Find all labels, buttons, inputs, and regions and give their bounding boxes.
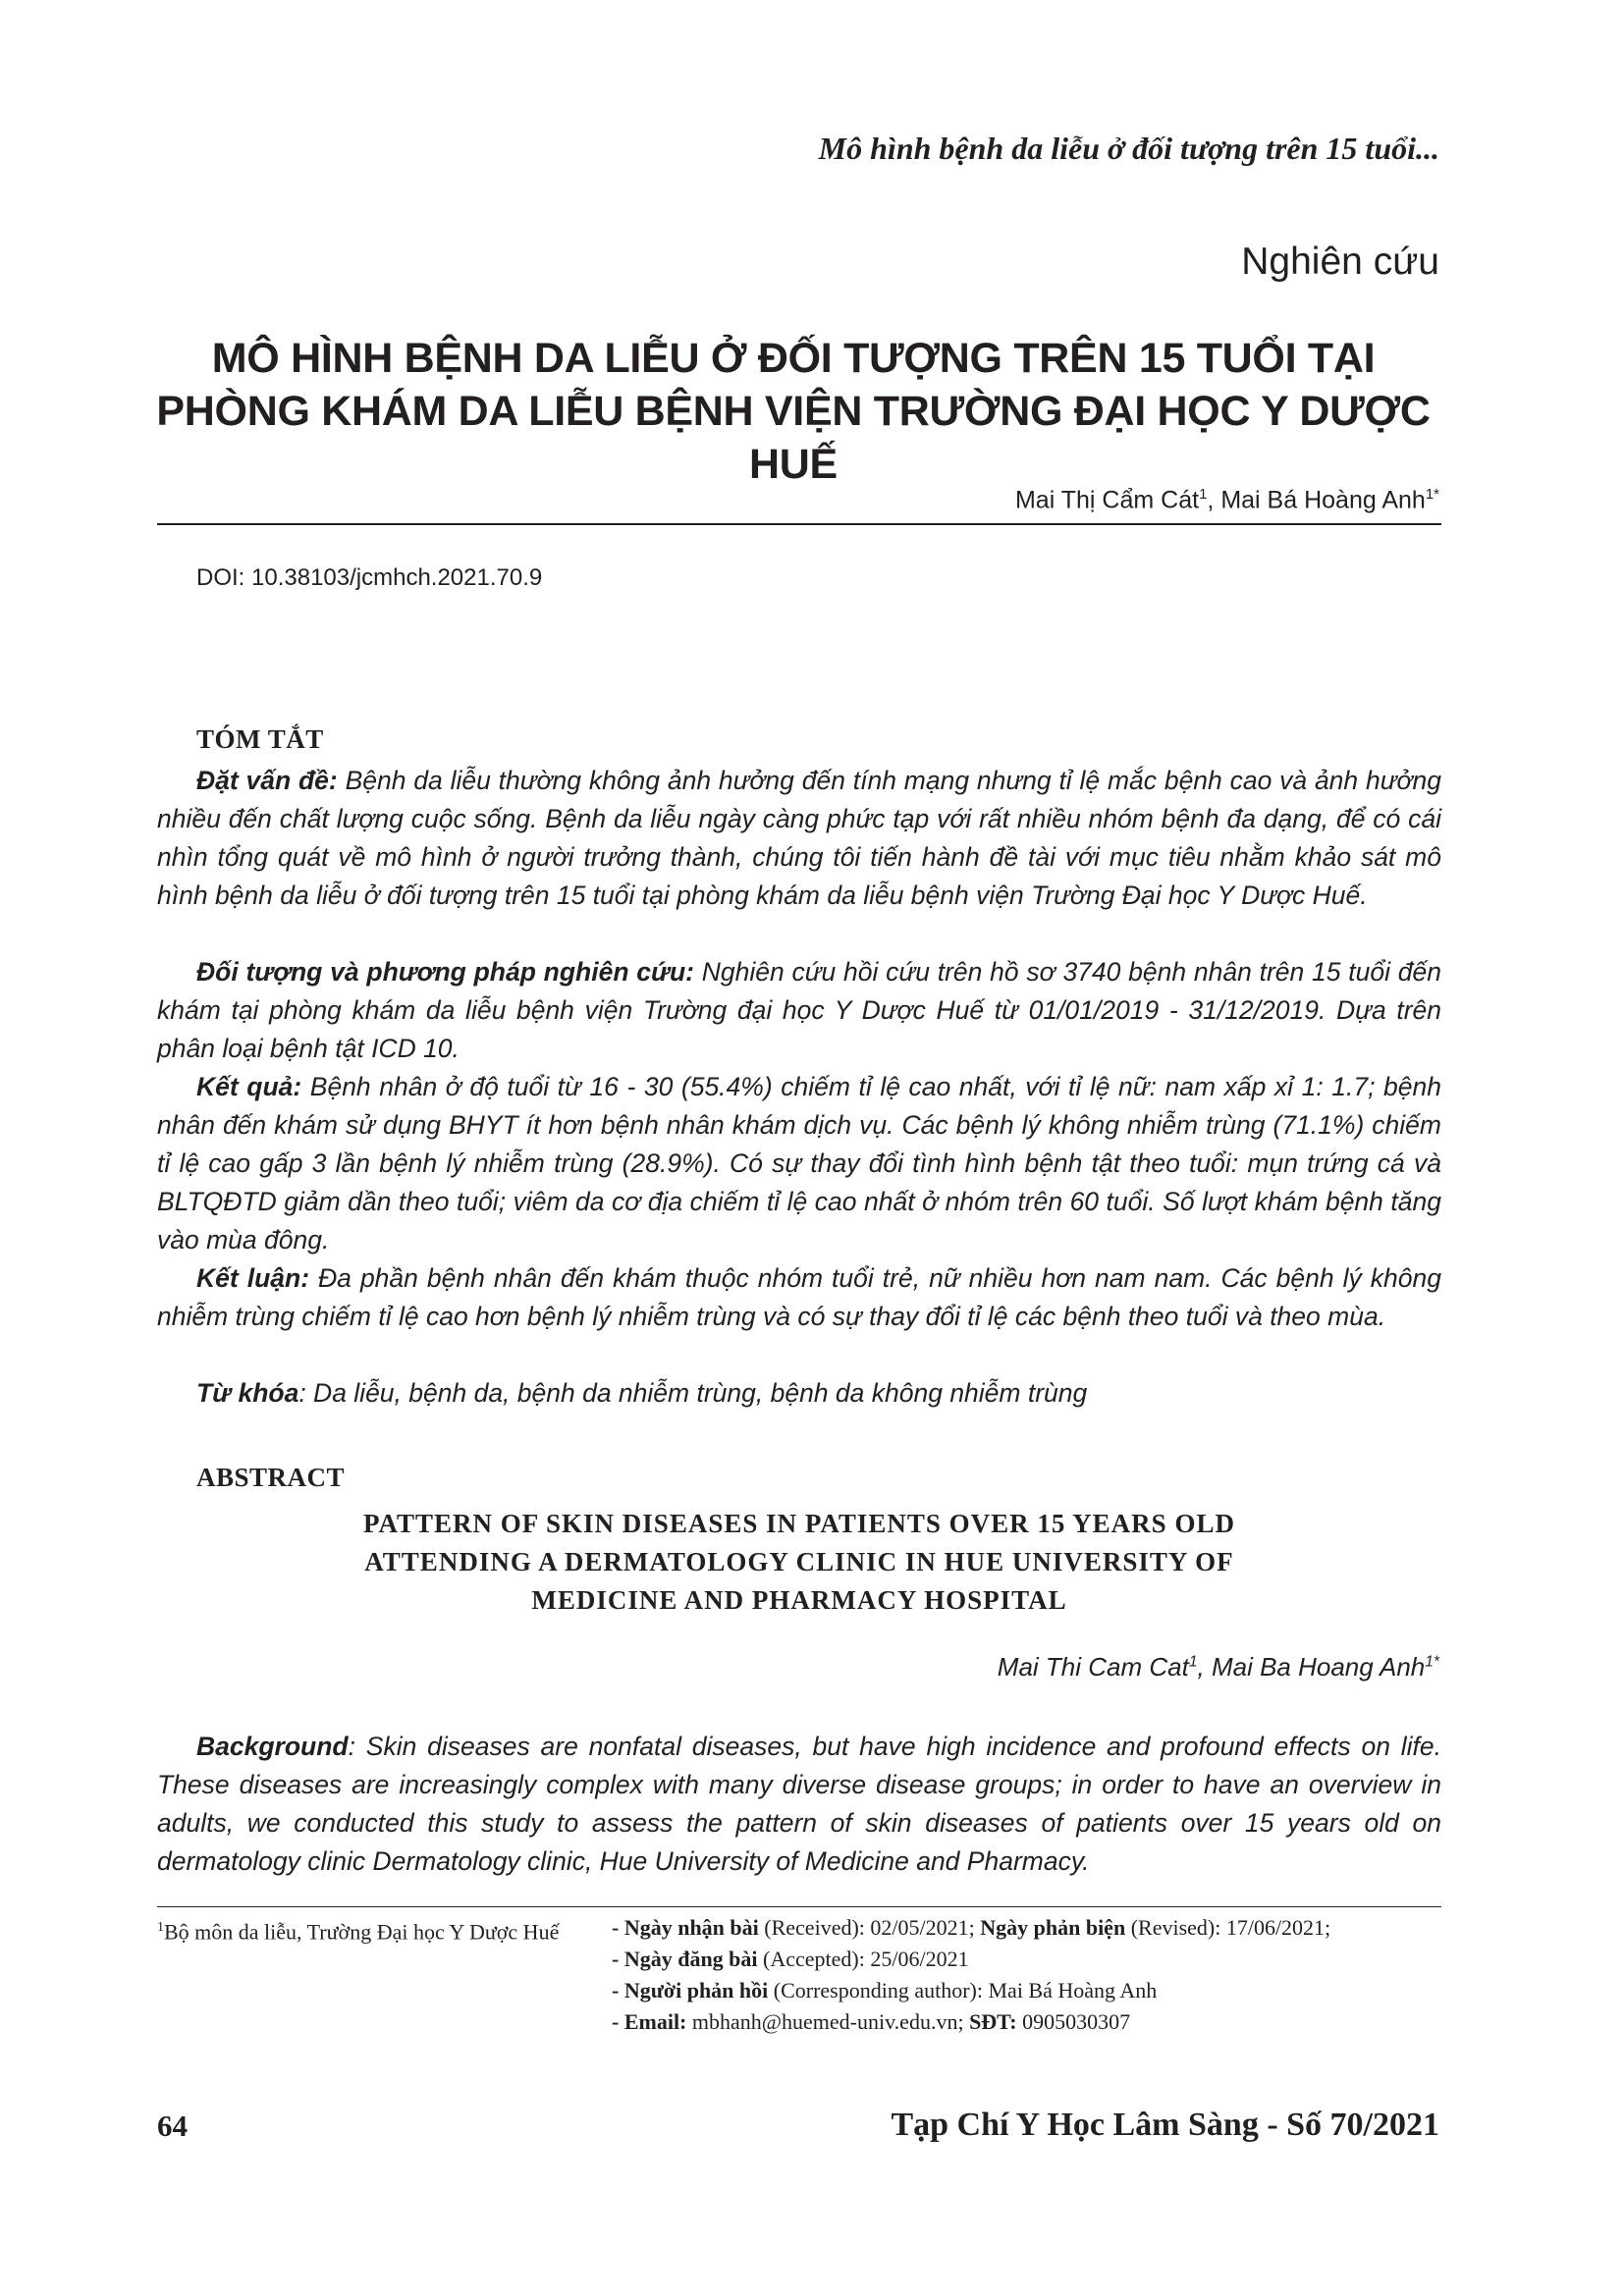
corresponding-label: - Người phản hồi: [612, 1978, 769, 2002]
accepted-line: [612, 1944, 1456, 1975]
paragraph-background-vi: [157, 762, 1441, 915]
paragraph-conclusion-vi: [157, 1259, 1441, 1336]
author-1-name-en: Mai Thi Cam Cat: [997, 1652, 1189, 1682]
journal-footer: Tạp Chí Y Học Lâm Sàng - Số 70/2021: [891, 2107, 1439, 2143]
author-1-affiliation-mark-en: 1: [1188, 1653, 1198, 1671]
phone-text: 0905030307: [1016, 2009, 1131, 2034]
english-title-line-3: MEDICINE AND PHARMACY HOSPITAL: [531, 1585, 1067, 1615]
authors-vietnamese: [1015, 486, 1439, 514]
page-number: 64: [157, 2109, 188, 2143]
email-label: - Email:: [612, 2009, 687, 2034]
author-2-affiliation-mark-en: 1*: [1425, 1653, 1439, 1671]
header-rule: [157, 523, 1441, 525]
background-en-label: Background: [196, 1732, 349, 1761]
methods-vi-label: Đối tượng và phương pháp nghiên cứu:: [196, 957, 694, 987]
accepted-label: - Ngày đăng bài: [612, 1947, 758, 1971]
paragraph-background-en: [157, 1728, 1441, 1881]
author-separator: ,: [1207, 486, 1221, 514]
conclusion-vi-text: Đa phần bệnh nhân đến khám thuộc nhóm tuổi trẻ, nữ nhiều hơn nam nam. Các bệnh lý không nhiễm trùng chiếm tỉ lệ cao hơn bệnh lý nhiễm trùng và có sự thay đổi tỉ lệ các bệnh theo tuổi và theo mùa.: [157, 1263, 1441, 1331]
author-1-name: Mai Thị Cẩm Cát: [1014, 486, 1200, 514]
author-2-name-en: Mai Ba Hoang Anh: [1211, 1652, 1426, 1682]
affiliation-footnote: [157, 1912, 569, 1948]
results-vi-text: Bệnh nhân ở độ tuổi từ 16 - 30 (55.4%) chiếm tỉ lệ cao nhất, với tỉ lệ nữ: nam xấp xỉ 1: 1.7; bệnh nhân đến khám sử dụng BHYT ít hơn bệnh nhân khám dịch vụ. Các bệnh lý không nhiễm trùng (71.1%) chiếm tỉ lệ cao gấp 3 lần bệnh lý nhiễm trùng (28.9%). Có sự thay đổi tình hình bệnh tật theo tuổi: mụn trứng cá và BLTQĐTD giảm dần theo tuổi; viêm da cơ địa chiếm tỉ lệ cao nhất ở nhóm trên 60 tuổi. Số lượt khám bệnh tăng vào mùa đông.: [157, 1072, 1442, 1255]
author-separator-en: ,: [1197, 1652, 1212, 1682]
paragraph-methods-vi: [157, 953, 1441, 1068]
contact-line: [612, 2006, 1456, 2038]
keywords-vi-label: Từ khóa: [196, 1378, 299, 1408]
received-text: (Received): 02/05/2021;: [758, 1915, 981, 1940]
paragraph-results-vi: [157, 1068, 1441, 1259]
article-title-line-1: MÔ HÌNH BỆNH DA LIỄU Ở ĐỐI TƯỢNG TRÊN 15 TUỔI TẠI: [211, 335, 1376, 382]
english-title-line-1: PATTERN OF SKIN DISEASES IN PATIENTS OVER 15 YEARS OLD: [363, 1509, 1235, 1538]
received-label: - Ngày nhận bài: [612, 1915, 759, 1940]
tomtat-heading: TÓM TẮT: [196, 724, 324, 754]
section-label: Nghiên cứu: [1241, 240, 1439, 283]
abstract-heading: ABSTRACT: [196, 1463, 346, 1492]
affiliation-mark: 1: [157, 1920, 164, 1935]
email-text: mbhanh@huemed-univ.edu.vn;: [686, 2009, 970, 2034]
article-title: [147, 332, 1439, 491]
revised-text: (Revised): 17/06/2021;: [1125, 1915, 1331, 1940]
doi: DOI: 10.38103/jcmhch.2021.70.9: [196, 564, 543, 591]
methods-vi-text: Nghiên cứu hồi cứu trên hồ sơ 3740 bệnh nhân trên 15 tuổi đến khám tại phòng khám da liễu bệnh viện Trường đại học Y Dược Huế từ 01/01/2019 - 31/12/2019. Dựa trên phân loại bệnh tật ICD 10.: [157, 957, 1441, 1063]
english-title: [157, 1505, 1441, 1620]
accepted-text: (Accepted): 25/06/2021: [757, 1947, 969, 1971]
keywords-vi-text: : Da liễu, bệnh da, bệnh da nhiễm trùng, bệnh da không nhiễm trùng: [298, 1378, 1088, 1408]
background-en-text: : Skin diseases are nonfatal diseases, but have high incidence and profound effects on life. These diseases are increasingly complex with many diverse disease groups; in order to have an overview in adults, we conducted this study to assess the pattern of skin diseases of patients over 15 years old on dermatology clinic Dermatology clinic, Hue University of Medicine and Pharmacy.: [157, 1732, 1441, 1876]
corresponding-line: [612, 1975, 1456, 2006]
footnote-rule: [157, 1906, 1441, 1907]
english-title-line-2: ATTENDING A DERMATOLOGY CLINIC IN HUE UNIVERSITY OF: [364, 1547, 1234, 1576]
author-1-affiliation-mark: 1: [1199, 486, 1208, 503]
author-2-name: Mai Bá Hoàng Anh: [1220, 486, 1426, 514]
revised-label: Ngày phản biện: [980, 1915, 1126, 1940]
article-dates: [612, 1912, 1456, 2038]
phone-label: SĐT:: [969, 2009, 1017, 2034]
corresponding-text: (Corresponding author): Mai Bá Hoàng Anh: [768, 1978, 1158, 2002]
paragraph-keywords-vi: [157, 1374, 1441, 1413]
received-revised-line: [612, 1912, 1456, 1944]
article-title-line-2: PHÒNG KHÁM DA LIỄU BỆNH VIỆN TRƯỜNG ĐẠI HỌC Y DƯỢC HUẾ: [156, 388, 1431, 488]
background-vi-text: Bệnh da liễu thường không ảnh hưởng đến tính mạng nhưng tỉ lệ mắc bệnh cao và ảnh hưởng nhiều đến chất lượng cuộc sống. Bệnh da liễu ngày càng phức tạp với rất nhiều nhóm bệnh đa dạng, để có cái nhìn tổng quát về mô hình ở người trưởng thành, chúng tôi tiến hành đề tài với mục tiêu nhằm khảo sát mô hình bệnh da liễu ở đối tượng trên 15 tuổi tại phòng khám da liễu bệnh viện Trường Đại học Y Dược Huế.: [157, 766, 1441, 910]
affiliation-text: Bộ môn da liễu, Trường Đại học Y Dược Huế: [164, 1919, 560, 1945]
authors-english: [998, 1652, 1439, 1682]
background-vi-label: Đặt vấn đề:: [196, 766, 338, 795]
conclusion-vi-label: Kết luận:: [196, 1263, 310, 1293]
author-2-affiliation-mark: 1*: [1425, 486, 1439, 503]
results-vi-label: Kết quả:: [196, 1072, 302, 1101]
running-header: Mô hình bệnh da liễu ở đối tượng trên 15 tuổi...: [818, 131, 1439, 166]
